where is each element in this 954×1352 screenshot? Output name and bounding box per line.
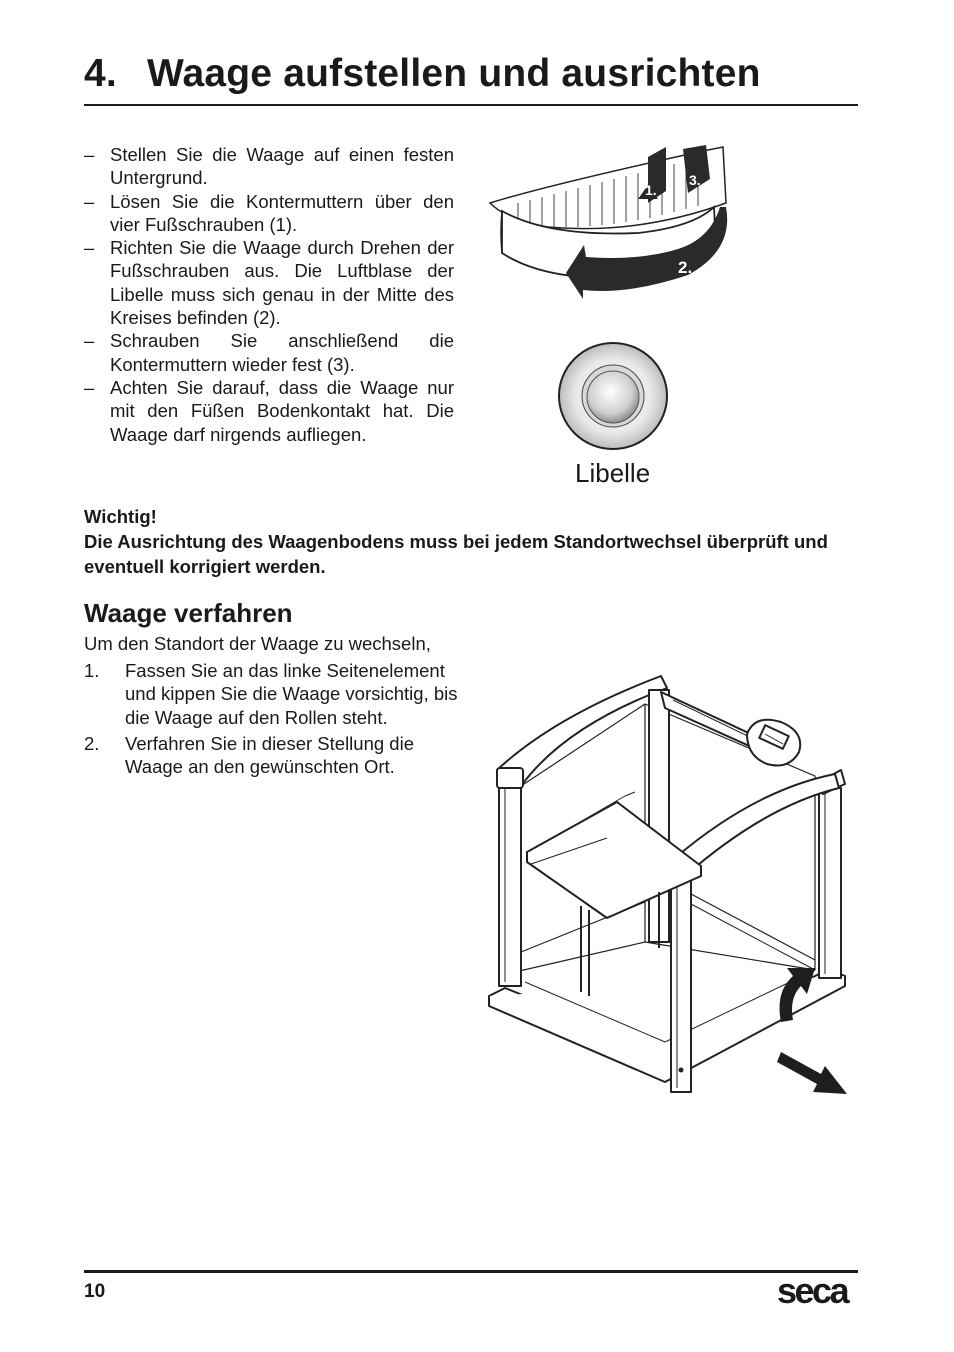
step1-label: 1. (645, 182, 657, 198)
title-rule (84, 104, 858, 106)
footer-rule (84, 1270, 858, 1273)
list-dash: – (84, 190, 95, 212)
chapter-title: Waage aufstellen und ausrichten (146, 52, 761, 95)
list-item: – Lösen Sie die Kontermuttern über den vier Fußschrauben (1). (84, 190, 454, 235)
step-number: 1. (84, 660, 100, 681)
important-heading: Wichtig! (84, 506, 157, 527)
list-item: – Schrauben Sie anschließend die Kontermuttern wieder fest (3). (84, 330, 454, 375)
wheelchair-scale-illustration (485, 670, 855, 1100)
move-section-intro: Um den Standort der Waage zu wechseln, (84, 633, 431, 654)
list-item: – Achten Sie darauf, dass die Waage nur mit den Füßen Bodenkontakt hat. Die Waage darf nirgends aufliegen. (84, 376, 454, 445)
list-item: 1. Fassen Sie an das linke Seitenelement und kippen Sie die Waage vorsichtig, bis die Waage auf den Rollen steht. (84, 660, 458, 728)
page-number: 10 (84, 1281, 106, 1302)
setup-steps-list (84, 143, 454, 446)
brand-logo: seca (777, 1270, 848, 1311)
move-steps-list (84, 659, 474, 781)
chapter-number: 4. (84, 52, 117, 95)
important-notice (84, 504, 874, 579)
step2-label: 2. (678, 258, 693, 277)
list-dash: – (84, 330, 95, 352)
libelle-label: Libelle (575, 458, 651, 488)
list-item: – Richten Sie die Waage durch Drehen der Fußschrauben aus. Die Luftblase der Libelle muss sich genau in der Mitte des Kreises befinden (2). (84, 237, 454, 329)
spirit-level-icon (557, 342, 673, 454)
list-item: – Stellen Sie die Waage auf einen festen Untergrund. (84, 144, 454, 189)
list-dash: – (84, 237, 95, 259)
list-item: 2. Verfahren Sie in dieser Stellung die Waage an den gewünschten Ort. (84, 732, 414, 778)
step3-label: 3. (689, 172, 701, 188)
move-section-heading: Waage verfahren (84, 598, 293, 628)
foot-screw-illustration (488, 145, 738, 300)
page-title (84, 52, 761, 96)
list-dash: – (84, 376, 95, 398)
step-number: 2. (84, 732, 100, 754)
list-dash: – (84, 144, 95, 165)
important-text: Die Ausrichtung des Waagenbodens muss bei jedem Standortwechsel überprüft und eventuell korrigiert werden. (84, 531, 828, 577)
